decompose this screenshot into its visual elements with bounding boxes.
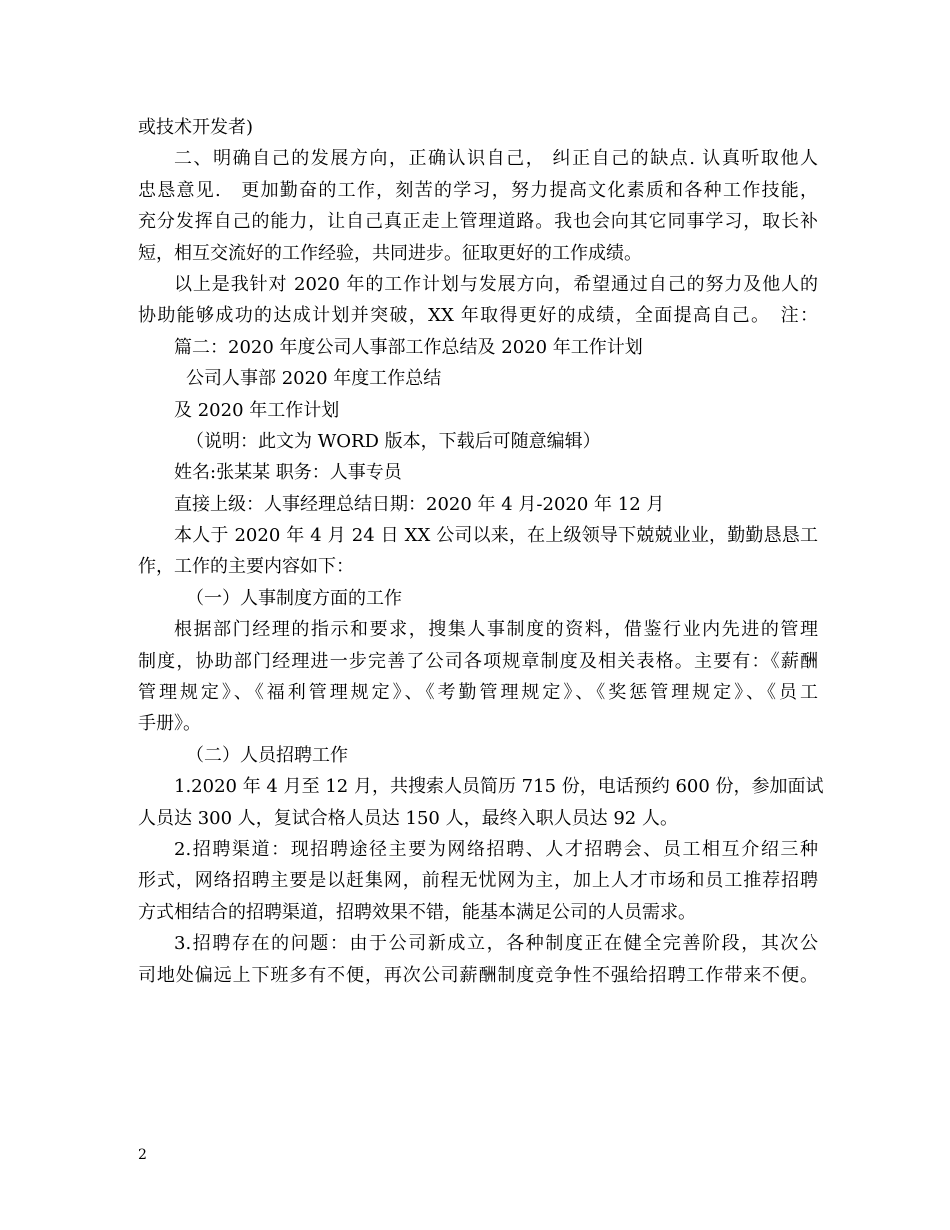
subsection-heading: （一）人事制度方面的工作: [186, 587, 402, 609]
text-line: 人员达 300 人，复试合格人员达 150 人，最终入职人员达 92 人。: [138, 807, 678, 829]
text-line: 3.招聘存在的问题：由于公司新成立，各种制度正在健全完善阶段，其次公: [174, 933, 818, 955]
text-line: 形式，网络招聘主要是以赶集网，前程无忧网为主，加上人才市场和员工推荐招聘: [138, 870, 818, 892]
text-line: 短，相互交流好的工作经验，共同进步。征取更好的工作成绩。: [138, 242, 642, 264]
text-line: 根据部门经理的指示和要求，搜集人事制度的资料，借鉴行业内先进的管理: [174, 619, 818, 641]
text-line: 司地处偏远上下班多有不便，再次公司薪酬制度竞争性不强给招聘工作带来不便。: [138, 964, 818, 986]
supervisor-info: 直接上级：人事经理总结日期：2020 年 4 月-2020 年 12 月: [174, 493, 665, 515]
text-line: 管理规定》、《福利管理规定》、《考勤管理规定》、《奖惩管理规定》、《员工: [138, 682, 818, 704]
text-line: 充分发挥自己的能力，让自己真正走上管理道路。我也会向其它同事学习，取长补: [138, 211, 818, 233]
text-line: 协助能够成功的达成计划并突破，XX 年取得更好的成绩，全面提高自己。 注：: [138, 305, 818, 327]
text-line: 2.招聘渠道：现招聘途径主要为网络招聘、人才招聘会、员工相互介绍三种: [174, 838, 818, 860]
section-heading: 篇二：2020 年度公司人事部工作总结及 2020 年工作计划: [174, 336, 643, 358]
report-subtitle: 及 2020 年工作计划: [174, 399, 340, 421]
author-info: 姓名:张某某 职务：人事专员: [174, 462, 402, 484]
text-line: 以上是我针对 2020 年的工作计划与发展方向，希望通过自己的努力及他人的: [174, 273, 818, 295]
text-line: 二、明确自己的发展方向，正确认识自己， 纠正自己的缺点. 认真听取他人: [174, 148, 818, 170]
text-line: 手册》。: [138, 713, 201, 735]
document-body: [138, 112, 824, 991]
editing-note: （说明：此文为 WORD 版本，下载后可随意编辑）: [186, 430, 601, 452]
text-line: 忠恳意见. 更加勤奋的工作，刻苦的学习，努力提高文化素质和各种工作技能，: [138, 179, 818, 201]
text-line: 本人于 2020 年 4 月 24 日 XX 公司以来，在上级领导下兢兢业业，勤勤恳恳工: [174, 525, 818, 547]
text-line: 或技术开发者): [138, 117, 254, 138]
text-line: 方式相结合的招聘渠道，招聘效果不错，能基本满足公司的人员需求。: [138, 901, 696, 923]
page-number: 2: [138, 1147, 147, 1163]
text-line: 制度，协助部门经理进一步完善了公司各项规章制度及相关表格。主要有：《薪酬: [138, 650, 818, 672]
subsection-heading: （二）人员招聘工作: [186, 744, 348, 766]
text-line: 作，工作的主要内容如下：: [138, 556, 354, 578]
text-line: 1.2020 年 4 月至 12 月，共搜索人员简历 715 份，电话预约 600 份，参加面试: [174, 776, 824, 798]
report-title: 公司人事部 2020 年度工作总结: [186, 368, 442, 390]
